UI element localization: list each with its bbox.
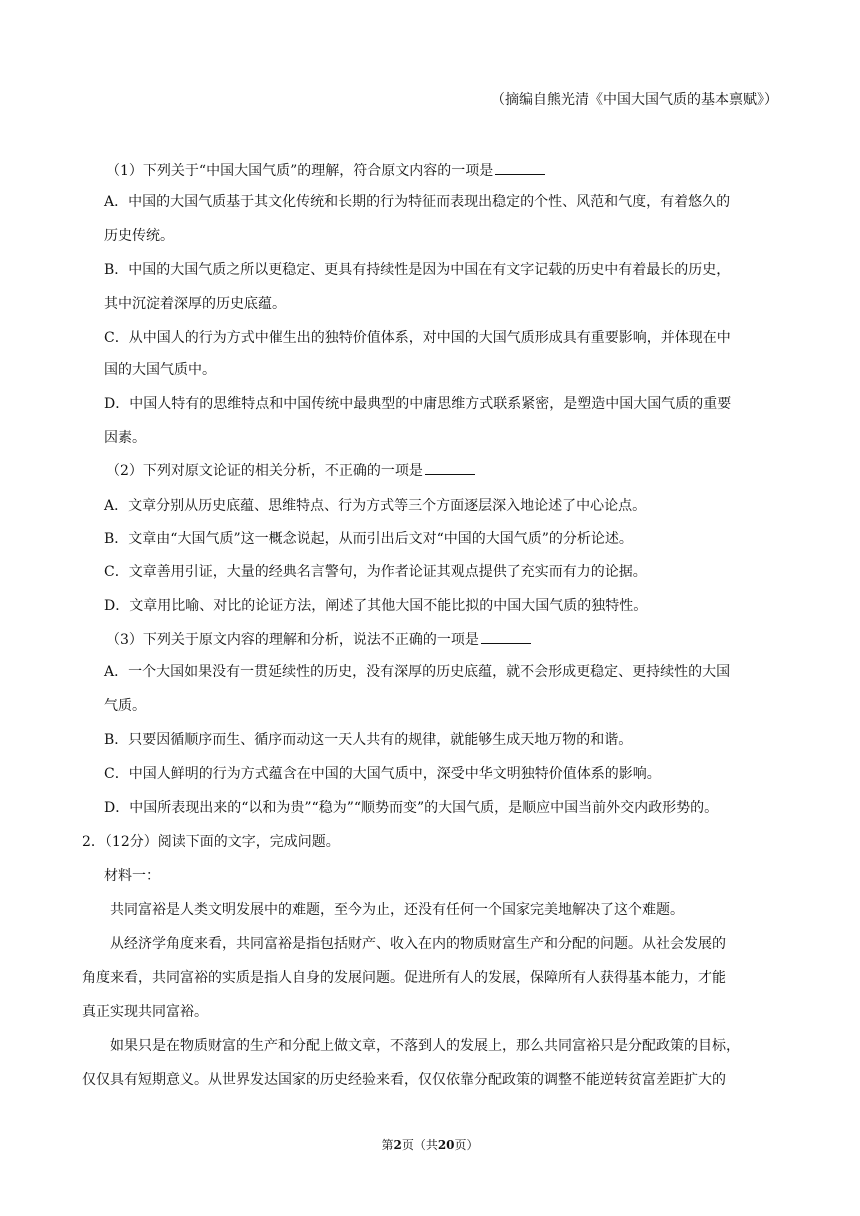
q1-option-d: D．中国人特有的思维特点和中国传统中最典型的中庸思维方式联系紧密，是塑造中国大国气质的重要: [104, 396, 732, 412]
paragraph-1: 共同富裕是人类文明发展中的难题，至今为止，还没有任何一个国家完美地解决了这个难题。: [110, 902, 684, 918]
question-1-stem: （1）下列关于“中国大国气质”的理解，符合原文内容的一项是: [106, 160, 860, 181]
q1-option-b-cont: 其中沉淀着深厚的历史底蕴。: [104, 296, 286, 312]
q3-option-a-cont: 气质。: [104, 698, 146, 714]
paragraph-2-cont2: 真正实现共同富裕。: [82, 1004, 208, 1020]
source-citation: （摘编自熊光清《中国大国气质的基本禀赋》）: [491, 92, 778, 108]
q3-option-a: A．一个大国如果没有一贯延续性的历史，没有深厚的历史底蕴，就不会形成更稳定、更持续性的大国: [104, 664, 731, 680]
q1-option-c: C．从中国人的行为方式中催生出的独特价值体系，对中国的大国气质形成具有重要影响，并体现在中: [104, 330, 731, 346]
question-2-heading: 2．（12分）阅读下面的文字，完成问题。: [82, 834, 340, 850]
page-footer: 第2页（共20页）: [381, 1138, 479, 1152]
q3-option-c: C．中国人鲜明的行为方式蕴含在中国的大国气质中，深受中华文明独特价值体系的影响。: [104, 766, 661, 782]
q2-option-b: B．文章由“大国气质”这一概念说起，从而引出后文对“中国的大国气质”的分析论述。: [104, 531, 633, 547]
question-2-stem: （2）下列对原文论证的相关分析，不正确的一项是: [106, 460, 860, 481]
paragraph-3: 如果只是在物质财富的生产和分配上做文章，不落到人的发展上，那么共同富裕只是分配政策的目标，: [110, 1038, 740, 1054]
page-number: 2: [393, 1138, 402, 1152]
q3-option-b: B．只要因循顺序而生、循序而动这一天人共有的规律，就能够生成天地万物的和谐。: [104, 732, 633, 748]
q1-option-c-cont: 国的大国气质中。: [104, 362, 216, 378]
answer-blank[interactable]: [425, 460, 475, 475]
material-label: 材料一：: [104, 868, 160, 884]
q2-option-a: A．文章分别从历史底蕴、思维特点、行为方式等三个方面逐层深入地论述了中心论点。: [104, 498, 647, 514]
question-3-stem: （3）下列关于原文内容的理解和分析，说法不正确的一项是: [106, 629, 860, 650]
total-pages: 20: [437, 1138, 455, 1152]
q2-option-d: D．文章用比喻、对比的论证方法，阐述了其他大国不能比拟的中国大国气质的独特性。: [104, 598, 648, 614]
answer-blank[interactable]: [495, 160, 545, 175]
q2-option-c: C．文章善用引证，大量的经典名言警句，为作者论证其观点提供了充实而有力的论据。: [104, 564, 647, 580]
paragraph-3-cont: 仅仅具有短期意义。从世界发达国家的历史经验来看，仅仅依靠分配政策的调整不能逆转贫富差距扩大的: [82, 1072, 726, 1088]
paragraph-2: 从经济学角度来看，共同富裕是指包括财产、收入在内的物质财富生产和分配的问题。从社会发展的: [110, 936, 726, 952]
q3-option-d: D．中国所表现出来的“以和为贵”“稳为”“顺势而变”的大国气质，是顺应中国当前外交内政形势的。: [104, 800, 719, 816]
paragraph-2-cont: 角度来看，共同富裕的实质是指人自身的发展问题。促进所有人的发展，保障所有人获得基本能力，才能: [82, 970, 726, 986]
q1-option-a-cont: 历史传统。: [104, 228, 174, 244]
q1-option-a: A．中国的大国气质基于其文化传统和长期的行为特征而表现出稳定的个性、风范和气度，有着悠久的: [104, 194, 731, 210]
q1-option-b: B．中国的大国气质之所以更稳定、更具有持续性是因为中国在有文字记载的历史中有着最长的历史，: [104, 262, 731, 278]
answer-blank[interactable]: [481, 629, 531, 644]
q1-option-d-cont: 因素。: [104, 430, 146, 446]
